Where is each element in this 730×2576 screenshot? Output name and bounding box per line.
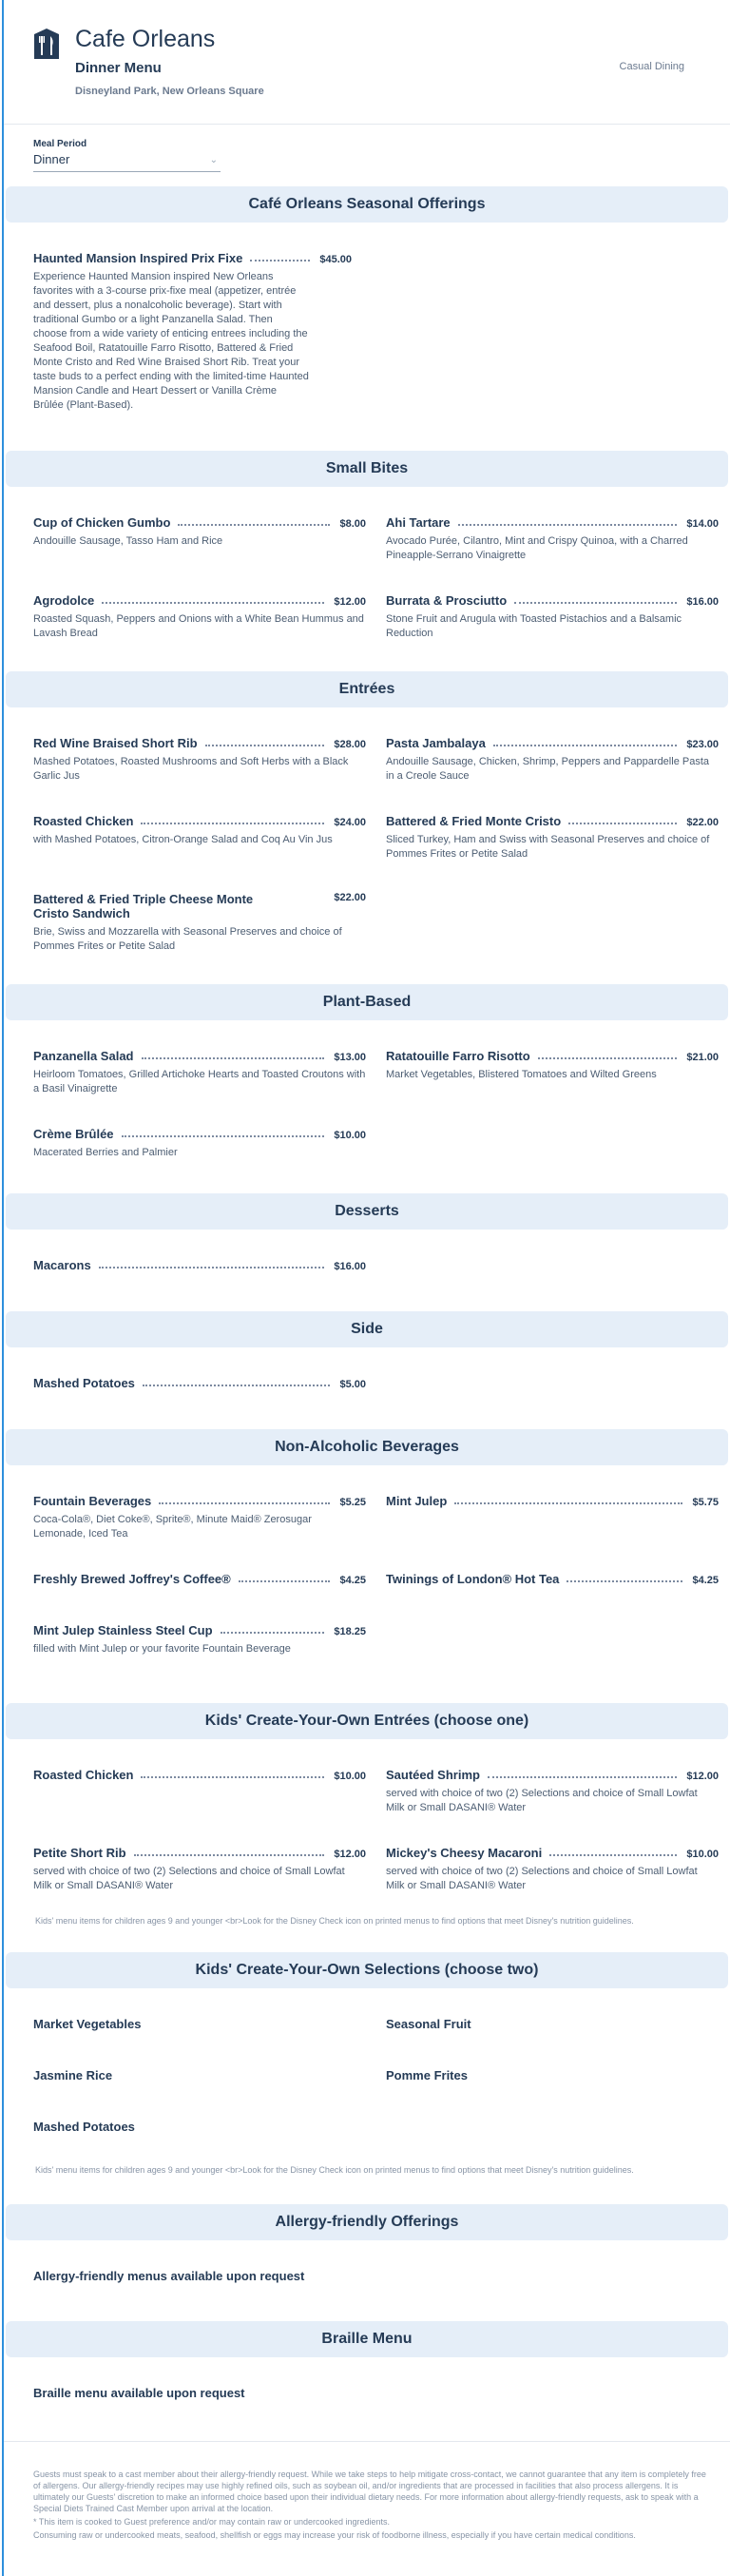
item-description: served with choice of two (2) Selections and choice of Small Lowfat Milk or Small DASANI® Water: [386, 1788, 698, 1813]
section-seasonal: [6, 186, 728, 411]
menu-item: [386, 736, 719, 784]
dot-leader: [102, 602, 324, 604]
location-link[interactable]: Disneyland Park, New Orleans Square: [75, 86, 264, 97]
item-name: Petite Short Rib: [33, 1846, 126, 1860]
item-name: Macarons: [33, 1258, 91, 1272]
dot-leader: [493, 745, 678, 746]
item-name: Cup of Chicken Gumbo: [33, 515, 171, 530]
section-title: Kids' Create-Your-Own Selections (choose two): [6, 1952, 728, 1988]
dining-category: Casual Dining: [619, 61, 684, 72]
dot-leader: [221, 1632, 325, 1634]
item-name: Panzanella Salad: [33, 1049, 134, 1063]
dot-leader: [159, 1502, 330, 1504]
item-name: Mint Julep: [386, 1494, 448, 1508]
menu-item: [33, 814, 366, 847]
item-description: Roasted Squash, Peppers and Onions with a White Bean Hummus and Lavash Bread: [33, 613, 364, 639]
menu-item: [33, 2068, 366, 2082]
dot-leader: [143, 1385, 331, 1386]
kids-note: Kids' menu items for children ages 9 and younger <br>Look for the Disney Check icon on printed menus to find options that meet Disney's nutrition guidelines.: [35, 1916, 634, 1926]
item-description: Sliced Turkey, Ham and Swiss with Seasonal Preserves and choice of Pommes Frites or Petite Salad: [386, 834, 710, 860]
item-name: Mickey's Cheesy Macaroni: [386, 1846, 543, 1860]
item-name: Mashed Potatoes: [33, 1376, 135, 1390]
item-name: Roasted Chicken: [33, 1768, 134, 1782]
dot-leader: [549, 1854, 677, 1856]
menu-item: [33, 892, 366, 954]
menu-item: [386, 593, 719, 641]
item-description: Heirloom Tomatoes, Grilled Artichoke Hearts and Toasted Croutons with a Basil Vinaigrette: [33, 1069, 366, 1094]
item-price: $4.25: [339, 1575, 366, 1586]
item-name: Seasonal Fruit: [386, 2017, 471, 2031]
menu-item: [386, 2068, 719, 2082]
item-name: Fountain Beverages: [33, 1494, 152, 1508]
section-title: Desserts: [6, 1193, 728, 1230]
item-name: Allergy-friendly menus available upon request: [33, 2269, 305, 2283]
divider: [4, 2441, 730, 2442]
item-price: $12.00: [686, 1771, 719, 1782]
item-price: $21.00: [686, 1052, 719, 1063]
menu-item: [33, 1572, 366, 1586]
item-name: Market Vegetables: [33, 2017, 142, 2031]
section-braille: [6, 2321, 728, 2400]
section-plant-based: [6, 984, 728, 1158]
menu-item: [33, 1846, 366, 1893]
section-title: Café Orleans Seasonal Offerings: [6, 186, 728, 223]
item-price: $5.25: [339, 1497, 366, 1508]
dot-leader: [141, 823, 324, 824]
item-price: $12.00: [334, 596, 366, 608]
section-side: [6, 1311, 728, 1390]
menu-item: [33, 2269, 509, 2283]
menu-item: [386, 814, 719, 862]
dot-leader: [454, 1502, 682, 1504]
meal-period-value: Dinner: [33, 152, 70, 166]
kids-note: Kids' menu items for children ages 9 and younger <br>Look for the Disney Check icon on printed menus to find options that meet Disney's nutrition guidelines.: [35, 2165, 634, 2175]
menu-item: [386, 1572, 719, 1586]
section-title: Allergy-friendly Offerings: [6, 2204, 728, 2240]
item-price: $22.00: [334, 892, 366, 903]
item-price: $13.00: [334, 1052, 366, 1063]
item-price: $22.00: [686, 817, 719, 828]
item-description: Andouille Sausage, Tasso Ham and Rice: [33, 535, 223, 547]
item-description: Macerated Berries and Palmier: [33, 1147, 178, 1158]
menu-item: [33, 1049, 366, 1096]
item-description: Experience Haunted Mansion inspired New Orleans favorites with a 3-course prix-fixe meal (appetizer, entrée and dessert, plus a nonalcoholic beverage). Start with traditional Gumbo or a light Panzanella Salad. Then choose from a wide variety of enticing entrees including the Seafood Boil, Ratatouille Farro Risotto, Battered & Fried Monte Cristo and Red Wine Braised Short Rib. Treat your taste buds to a perfect ending with the limited-time Haunted Mansion Candle and Heart Dessert or Vanilla Crème Brûlée (Plant-Based).: [33, 271, 309, 411]
item-price: $10.00: [334, 1771, 366, 1782]
restaurant-title: Cafe Orleans: [75, 26, 216, 52]
item-price: $28.00: [334, 739, 366, 750]
dot-leader: [568, 823, 677, 824]
menu-item: [386, 1768, 719, 1815]
item-description: served with choice of two (2) Selections and choice of Small Lowfat Milk or Small DASANI® Water: [386, 1866, 698, 1891]
item-description: Mashed Potatoes, Roasted Mushrooms and Soft Herbs with a Black Garlic Jus: [33, 756, 349, 782]
menu-item: [33, 2017, 366, 2031]
item-name: Braille menu available upon request: [33, 2386, 245, 2400]
menu-item: [386, 1494, 719, 1508]
menu-item: [33, 1768, 366, 1782]
menu-item: [33, 515, 366, 549]
section-small-bites: [6, 451, 728, 639]
menu-item: [33, 1623, 366, 1656]
item-name: Pomme Frites: [386, 2068, 468, 2082]
item-price: $10.00: [686, 1849, 719, 1860]
section-title: Non-Alcoholic Beverages: [6, 1429, 728, 1465]
restaurant-logo-icon: [32, 27, 61, 61]
dot-leader: [488, 1776, 677, 1778]
item-description: with Mashed Potatoes, Citron-Orange Salad and Coq Au Vin Jus: [33, 834, 333, 845]
dot-leader: [567, 1580, 682, 1582]
item-price: $16.00: [686, 596, 719, 608]
section-allergy: [6, 2204, 728, 2283]
item-price: $5.75: [692, 1497, 719, 1508]
item-price: $23.00: [686, 739, 719, 750]
item-description: Market Vegetables, Blistered Tomatoes and Wilted Greens: [386, 1069, 657, 1080]
dot-leader: [122, 1135, 325, 1137]
item-name: Agrodolce: [33, 593, 95, 608]
menu-item: [386, 1846, 719, 1893]
item-price: $24.00: [334, 817, 366, 828]
dot-leader: [141, 1776, 324, 1778]
item-description: Andouille Sausage, Chicken, Shrimp, Peppers and Pappardelle Pasta in a Creole Sauce: [386, 756, 709, 782]
item-description: Brie, Swiss and Mozzarella with Seasonal Preserves and choice of Pommes Frites or Petite Salad: [33, 926, 342, 952]
raw-notice: Consuming raw or undercooked meats, seafood, shellfish or eggs may increase your risk of foodborne illness, especially if you have certain medical conditions.: [33, 2530, 636, 2540]
item-name: Ratatouille Farro Risotto: [386, 1049, 530, 1063]
item-price: $18.25: [334, 1626, 366, 1637]
section-title: Side: [6, 1311, 728, 1347]
item-name: Haunted Mansion Inspired Prix Fixe: [33, 251, 243, 265]
chevron-down-icon: ⌄: [209, 155, 218, 165]
item-price: $14.00: [686, 518, 719, 530]
section-entrees: [6, 671, 728, 952]
item-name: Battered & Fried Monte Cristo: [386, 814, 562, 828]
item-price: $12.00: [334, 1849, 366, 1860]
menu-item: [386, 2017, 719, 2031]
meal-period-select[interactable]: [33, 139, 221, 172]
menu-item: [33, 1258, 366, 1272]
menu-item: [33, 2120, 366, 2134]
dot-leader: [134, 1854, 325, 1856]
item-name: Crème Brûlée: [33, 1127, 114, 1141]
section-desserts: [6, 1193, 728, 1272]
menu-item: [386, 515, 719, 563]
menu-item: [33, 593, 366, 641]
menu-item: [33, 736, 366, 784]
item-name: Burrata & Prosciutto: [386, 593, 508, 608]
item-price: $45.00: [319, 254, 352, 265]
dot-leader: [514, 602, 677, 604]
dot-leader: [250, 260, 310, 261]
menu-item: [386, 1049, 719, 1082]
item-name: Mashed Potatoes: [33, 2120, 135, 2134]
menu-item: [33, 1494, 366, 1541]
dot-leader: [205, 745, 325, 746]
item-name: Pasta Jambalaya: [386, 736, 486, 750]
item-description: Stone Fruit and Arugula with Toasted Pistachios and a Balsamic Reduction: [386, 613, 682, 639]
item-price: $8.00: [339, 518, 366, 530]
menu-subtitle: Dinner Menu: [75, 60, 162, 76]
item-name: Mint Julep Stainless Steel Cup: [33, 1623, 213, 1637]
item-name: Sautéed Shrimp: [386, 1768, 480, 1782]
item-description: filled with Mint Julep or your favorite Fountain Beverage: [33, 1643, 291, 1655]
menu-item: [33, 251, 352, 413]
section-title: Plant-Based: [6, 984, 728, 1020]
dot-leader: [239, 1580, 331, 1582]
item-name: Jasmine Rice: [33, 2068, 113, 2082]
section-kids-selections: [6, 1952, 728, 2175]
dot-leader: [538, 1057, 678, 1059]
item-description: Avocado Purée, Cilantro, Mint and Crispy Quinoa, with a Charred Pineapple-Serrano Vinaigrette: [386, 535, 688, 561]
item-name: Freshly Brewed Joffrey's Coffee®: [33, 1572, 231, 1586]
allergy-notice: Guests must speak to a cast member about their allergy-friendly request. While we take steps to help mitigate cross-contact, we cannot guarantee that any item is completely free of allergens. Our allergy-friendly recipes may use highly refined oils, such as soybean oil, and/or ingredients that are processed in facilities that also process allergens. It is ultimately our Guests' discretion to make an informed choice based upon their individual dietary needs. For more information about allergy-friendly requests, ask to speak with a Special Diets Trained Cast Member upon arrival at the location.: [33, 2469, 706, 2513]
item-name: Ahi Tartare: [386, 515, 451, 530]
section-kids-entrees: [6, 1703, 728, 1926]
item-price: $5.00: [339, 1379, 366, 1390]
item-description: served with choice of two (2) Selections and choice of Small Lowfat Milk or Small DASANI® Water: [33, 1866, 345, 1891]
item-price: $10.00: [334, 1130, 366, 1141]
menu-item: [33, 1127, 366, 1160]
cooked-notice: * This item is cooked to Guest preference and/or may contain raw or undercooked ingredients.: [33, 2517, 391, 2527]
item-description: Coca-Cola®, Diet Coke®, Sprite®, Minute Maid® Zerosugar Lemonade, Iced Tea: [33, 1514, 312, 1540]
item-price: $4.25: [692, 1575, 719, 1586]
menu-item: [33, 1376, 366, 1390]
item-price: $16.00: [334, 1261, 366, 1272]
item-name: Battered & Fried Triple Cheese Monte Cristo Sandwich: [33, 892, 254, 920]
dot-leader: [458, 524, 678, 526]
item-name: Red Wine Braised Short Rib: [33, 736, 198, 750]
section-title: Kids' Create-Your-Own Entrées (choose one): [6, 1703, 728, 1739]
menu-item: [33, 2386, 509, 2400]
footer: [33, 2469, 708, 2543]
section-title: Entrées: [6, 671, 728, 707]
item-name: Roasted Chicken: [33, 814, 134, 828]
meal-period-label: Meal Period: [33, 139, 87, 149]
header: [4, 0, 730, 125]
dot-leader: [142, 1057, 325, 1059]
dot-leader: [178, 524, 330, 526]
section-title: Small Bites: [6, 451, 728, 487]
section-title: Braille Menu: [6, 2321, 728, 2357]
item-name: Twinings of London® Hot Tea: [386, 1572, 560, 1586]
dot-leader: [99, 1267, 325, 1269]
section-beverages: [6, 1429, 728, 1655]
